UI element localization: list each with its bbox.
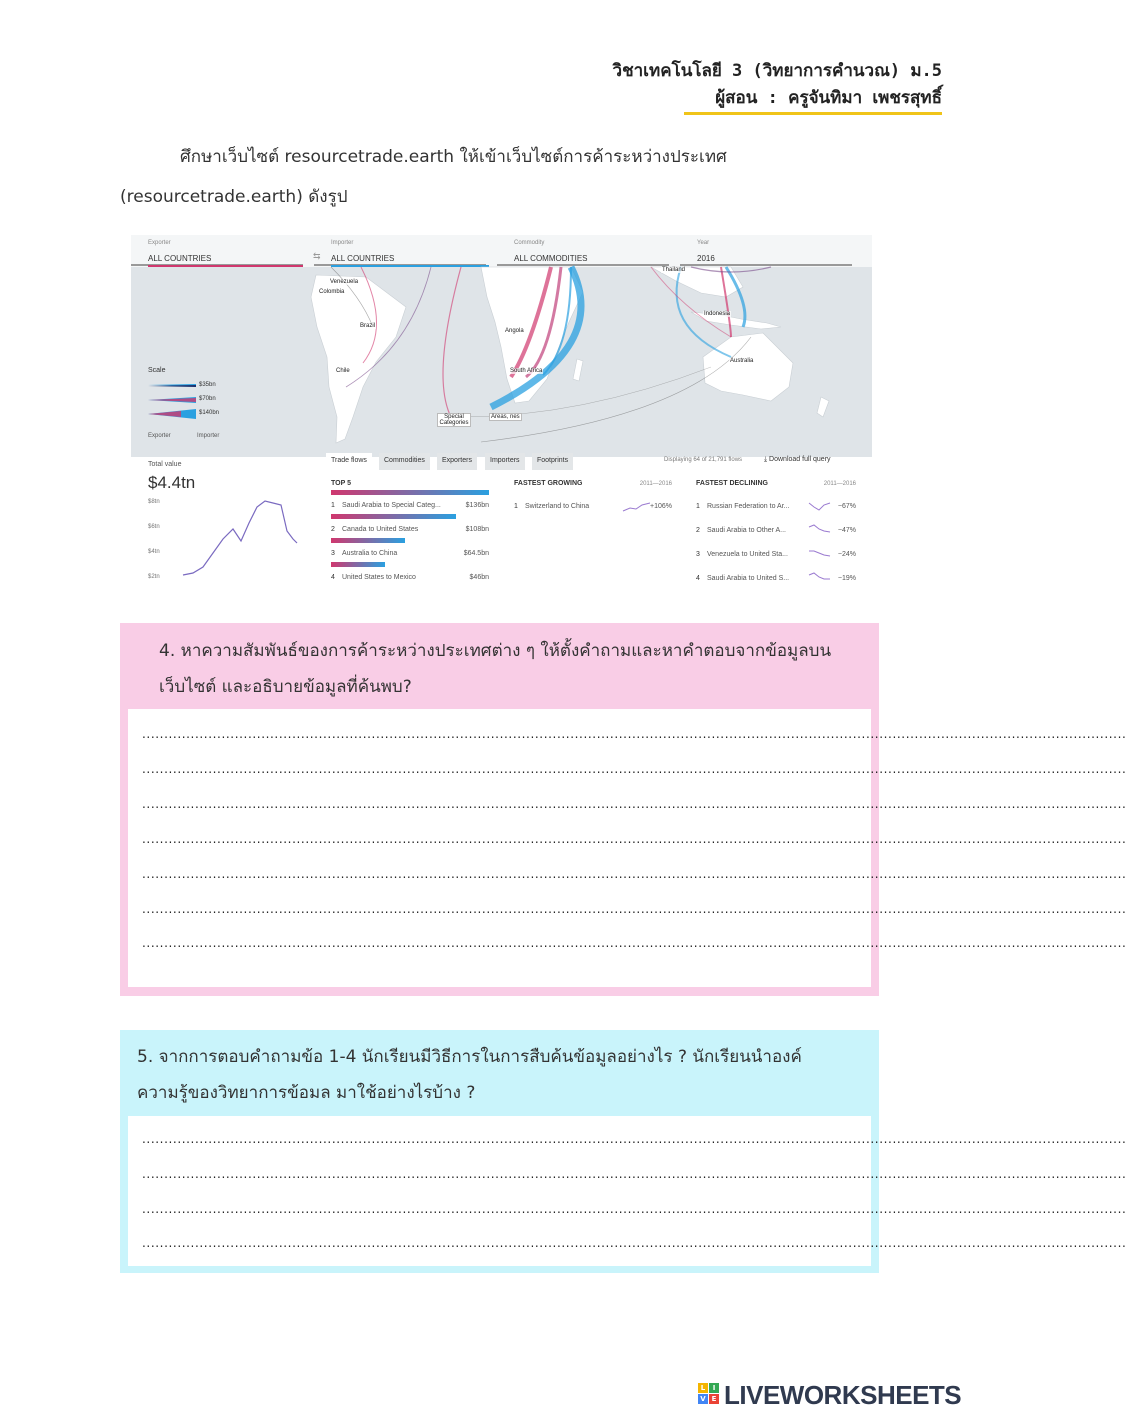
filter-value: ALL COUNTRIES	[148, 254, 212, 263]
filter-label: Importer	[331, 240, 354, 246]
intro-line-1: ศึกษาเว็บไซต์ resourcetrade.earth ให้เข้าเว็บไซต์การค้าระหว่างประเทศ	[180, 147, 727, 167]
question-4-line-1: 4. หาความสัมพันธ์ของการค้าระหว่างประเทศต่าง ๆ ให้ตั้งคำถามและหาคำตอบจากข้อมูลบน	[159, 641, 832, 661]
total-value-sparkline	[131, 457, 313, 597]
list-item[interactable]	[696, 503, 856, 527]
map-label: Chile	[336, 368, 350, 374]
filter-value: ALL COUNTRIES	[331, 254, 395, 263]
flow-name: Australia to China	[342, 550, 398, 557]
logo-letter: E	[709, 1394, 719, 1404]
answer-line: ...............................................................................................................................................................................................................................	[142, 1202, 1126, 1216]
fastest-declining-column	[696, 477, 856, 597]
logo-letter: I	[709, 1383, 719, 1393]
total-value-label: Total value	[148, 461, 182, 468]
top5-title: TOP 5	[331, 480, 351, 487]
filter-underlines	[131, 235, 872, 267]
scale-row	[148, 396, 218, 404]
top5-bar	[331, 514, 456, 519]
filter-value: ALL COMMODITIES	[514, 254, 588, 263]
question-5-line-2: ความรู้ของวิทยาการข้อมล มาใช้อย่างไรบ้าง ?	[137, 1083, 476, 1103]
filter-bar	[131, 235, 872, 267]
answer-line: ...............................................................................................................................................................................................................................	[142, 936, 1126, 950]
map-label: Brazil	[360, 323, 376, 329]
download-icon: ⤓	[764, 456, 770, 463]
filter-label: Year	[697, 240, 710, 246]
top5-column	[331, 477, 489, 597]
flow-name: Saudi Arabia to United S...	[707, 575, 790, 582]
year-range: 2011—2016	[823, 481, 856, 487]
tab-commodities[interactable]: Commodities	[379, 453, 430, 470]
tab-exporters[interactable]: Exporters	[437, 453, 477, 470]
rank: 1	[696, 503, 700, 510]
flow-change: −47%	[837, 527, 856, 534]
subject-title: วิชาเทคโนโลยี 3 (วิทยาการคำนวณ) ม.5	[612, 61, 942, 81]
rank: 3	[331, 550, 335, 557]
scale-row	[148, 410, 218, 418]
map-label: Colombia	[319, 289, 345, 295]
flow-name: United States to Mexico	[342, 574, 416, 581]
answer-line: ...............................................................................................................................................................................................................................	[142, 1167, 1126, 1181]
map-label-special-categories: Special Categories	[437, 413, 471, 427]
rank: 3	[696, 551, 700, 558]
question-4-answer-area[interactable]	[128, 709, 1126, 987]
year-range: 2011—2016	[639, 481, 672, 487]
header-underline	[684, 112, 942, 115]
logo-letter: V	[698, 1394, 708, 1404]
liveworksheets-logo	[698, 1380, 994, 1408]
top5-bar	[331, 490, 489, 495]
question-5-box	[120, 1030, 1126, 1273]
flow-value: $46bn	[469, 574, 489, 581]
map-label: Angola	[505, 328, 524, 334]
tab-importers[interactable]: Importers	[485, 453, 525, 470]
flow-name: Russian Federation to Ar...	[707, 503, 790, 510]
scale-row	[148, 382, 218, 390]
scale-title: Scale	[148, 367, 166, 374]
map-label: South Africa	[510, 368, 543, 374]
total-value-amount: $4.4tn	[148, 473, 196, 492]
rank: 4	[331, 574, 335, 581]
fastest-growing-column	[514, 477, 672, 597]
map-label: Indonesia	[704, 311, 731, 317]
question-4-line-2: เว็บไซต์ และอธิบายข้อมูลที่ค้นพบ?	[159, 677, 412, 697]
flow-name: Venezuela to United Sta...	[707, 551, 788, 558]
rank: 2	[331, 526, 335, 533]
tab-trade-flows[interactable]: Trade flows	[326, 453, 372, 470]
rank: 1	[331, 502, 335, 509]
y-tick: $8tn	[148, 499, 160, 505]
flow-value: $64.5bn	[463, 550, 489, 557]
answer-line: ...............................................................................................................................................................................................................................	[142, 1132, 1126, 1146]
question-5-line-1: 5. จากการตอบคำถามข้อ 1-4 นักเรียนมีวิธีการในการสืบค้นข้อมูลอย่างไร ? นักเรียนนำองค์	[137, 1047, 802, 1067]
y-tick: $6tn	[148, 524, 160, 530]
answer-line: ...............................................................................................................................................................................................................................	[142, 762, 1126, 776]
top5-bar	[331, 562, 385, 567]
list-item[interactable]	[696, 551, 856, 575]
filter-label: Exporter	[148, 240, 171, 246]
flow-value: $136bn	[465, 502, 489, 509]
download-link[interactable]	[764, 456, 831, 464]
y-tick: $4tn	[148, 549, 160, 555]
scale-value: $35bn	[199, 382, 216, 388]
trend-sparkline	[622, 501, 652, 513]
scale-value: $70bn	[199, 396, 216, 402]
flow-change: −67%	[837, 503, 856, 510]
list-item[interactable]	[331, 574, 489, 598]
download-label: Download full query	[769, 456, 831, 463]
flow-name: Saudi Arabia to Other A...	[707, 527, 786, 534]
logo-letter: L	[698, 1383, 708, 1393]
list-item[interactable]	[696, 527, 856, 551]
flow-change: −19%	[837, 575, 856, 582]
rank: 1	[514, 503, 518, 510]
total-value-panel	[131, 457, 313, 597]
top5-bar	[331, 538, 405, 543]
filter-value: 2016	[697, 254, 715, 263]
map-label: Thailand	[662, 267, 686, 273]
flow-change: −24%	[837, 551, 856, 558]
question-5-answer-area[interactable]	[128, 1116, 1126, 1266]
answer-line: ...............................................................................................................................................................................................................................	[142, 727, 1126, 741]
answer-line: ...............................................................................................................................................................................................................................	[142, 1236, 1126, 1250]
logo-grid-icon	[698, 1383, 720, 1405]
scale-importer-label: Importer	[197, 433, 220, 439]
scale-value: $140bn	[199, 410, 220, 416]
displaying-count: Displaying 64 of 21,791 flows	[664, 457, 743, 463]
logo-wordmark: LIVEWORKSHEETS	[724, 1380, 962, 1410]
flow-name: Switzerland to China	[525, 503, 590, 510]
resourcetrade-screenshot	[131, 235, 872, 597]
flow-value: $108bn	[465, 526, 489, 533]
flow-change: +106%	[650, 503, 672, 510]
fastest-growing-title: FASTEST GROWING	[514, 480, 583, 487]
answer-line: ...............................................................................................................................................................................................................................	[142, 832, 1126, 846]
list-item[interactable]	[696, 575, 856, 599]
tab-footprints[interactable]: Footprints	[532, 453, 573, 470]
trade-map	[131, 267, 872, 457]
trend-sparklines	[808, 501, 832, 611]
intro-line-2: (resourcetrade.earth) ดังรูป	[120, 187, 348, 207]
worksheet-header	[613, 58, 942, 112]
map-label-areas-nes: Areas, nes	[491, 414, 520, 420]
rank: 2	[696, 527, 700, 534]
map-label: Australia	[730, 358, 754, 364]
map-label: Venezuela	[330, 279, 359, 285]
rank: 4	[696, 575, 700, 582]
svg-text:⇆: ⇆	[313, 251, 321, 261]
y-tick: $2tn	[148, 574, 160, 580]
world-map-graphic	[131, 267, 872, 457]
flow-name: Canada to United States	[342, 526, 419, 533]
answer-line: ...............................................................................................................................................................................................................................	[142, 867, 1126, 881]
question-4-box	[120, 623, 1126, 996]
fastest-declining-title: FASTEST DECLINING	[696, 480, 768, 487]
filter-label: Commodity	[514, 240, 545, 246]
flow-name: Saudi Arabia to Special Categ...	[342, 502, 441, 509]
answer-line: ...............................................................................................................................................................................................................................	[142, 797, 1126, 811]
teacher-name: ผู้สอน : ครูจันทิมา เพชรสุทธิ์	[715, 88, 942, 108]
answer-line: ...............................................................................................................................................................................................................................	[142, 902, 1126, 916]
scale-exporter-label: Exporter	[148, 433, 171, 439]
